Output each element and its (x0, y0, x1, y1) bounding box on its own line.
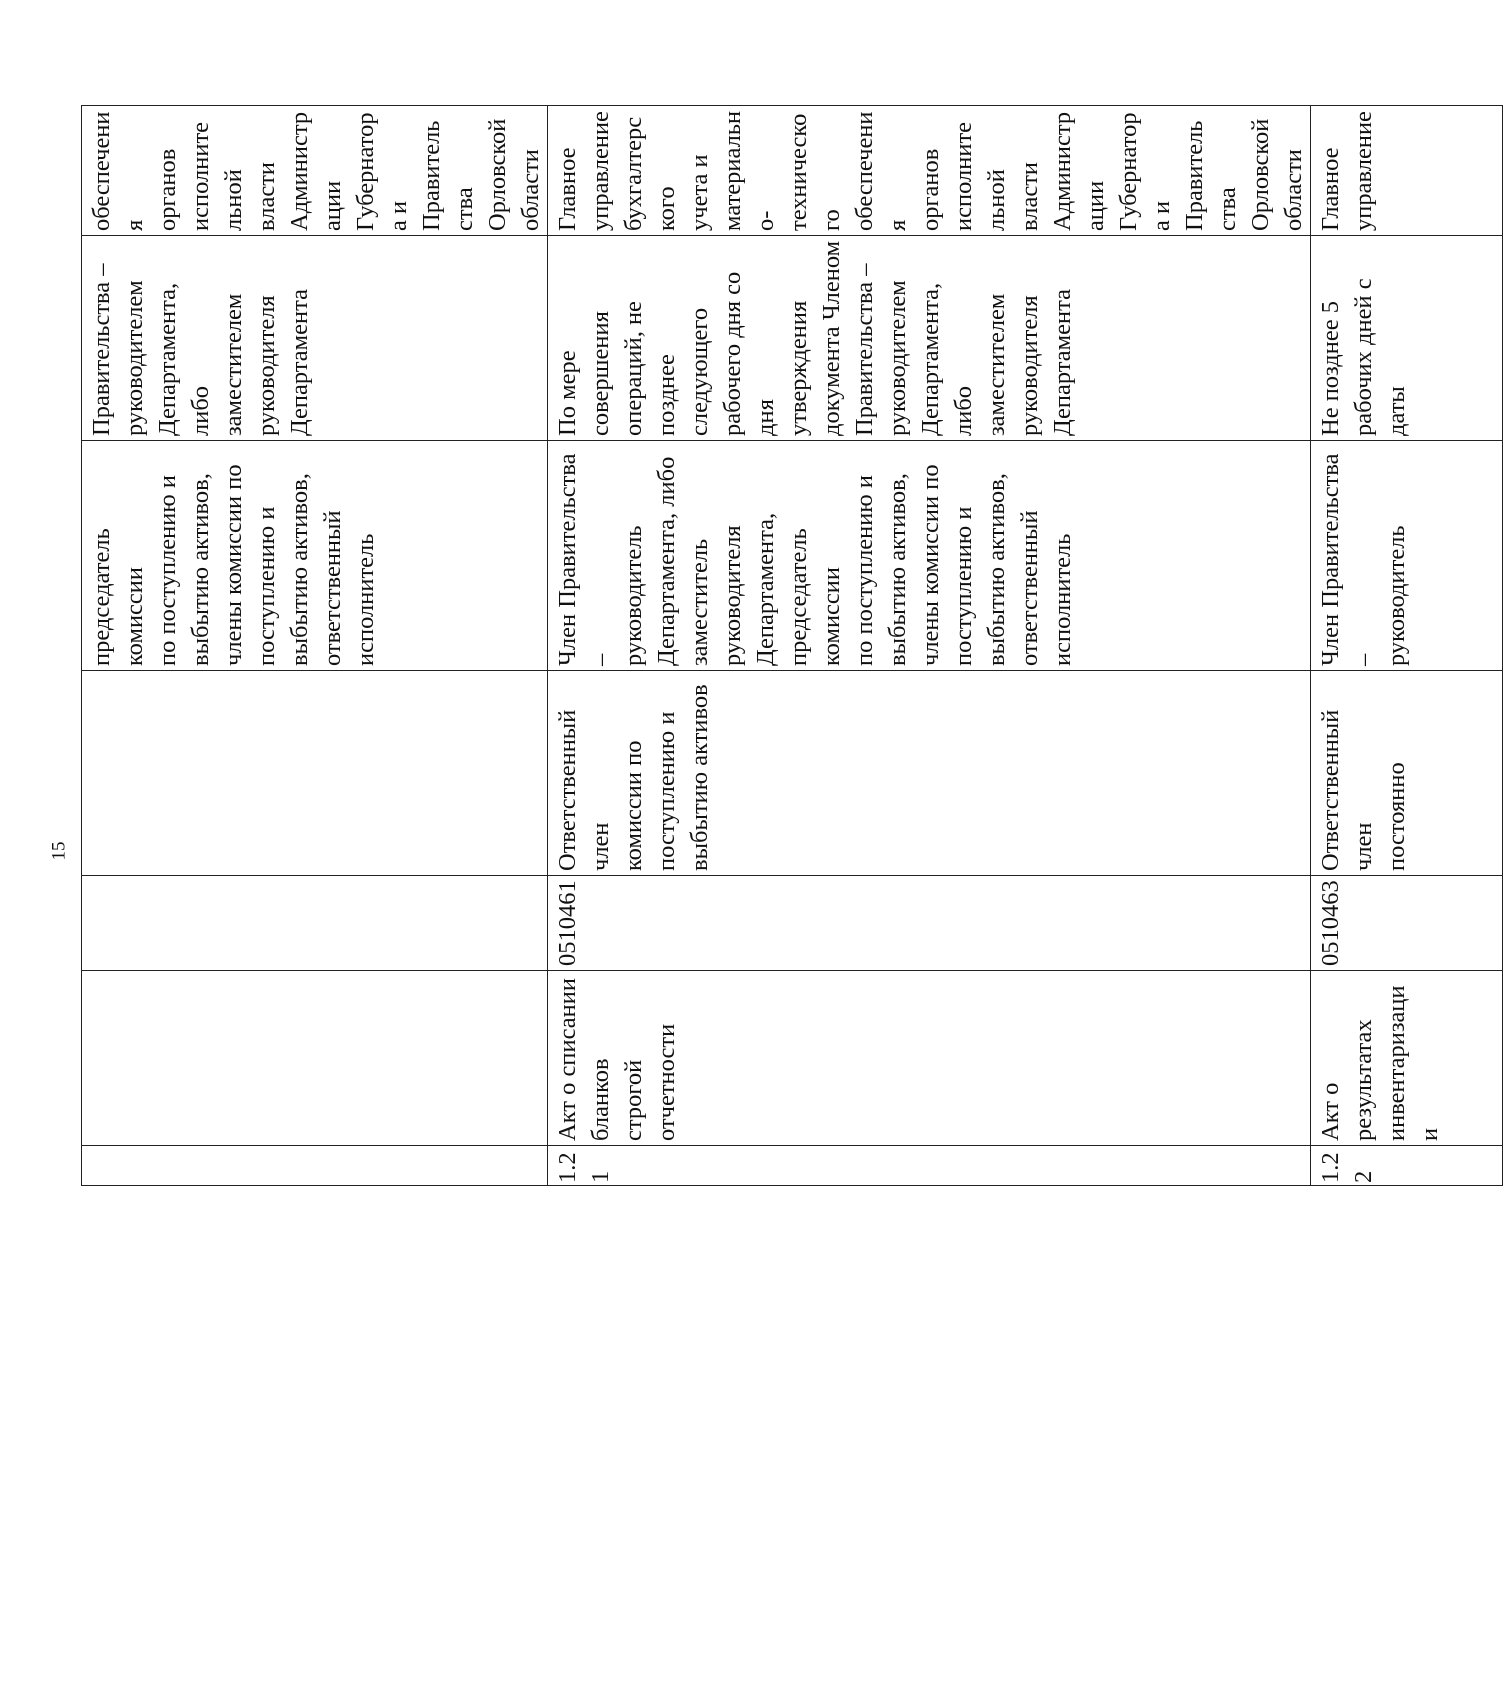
form-code (82, 876, 548, 971)
form-code: 0510463 (1311, 876, 1503, 971)
row-number: 1.22 (1311, 1146, 1503, 1186)
responsible-person: Ответственный член комиссии по поступлению и выбытию активов (548, 671, 1311, 876)
page-number: 15 (48, 841, 70, 861)
table-row (82, 106, 548, 1186)
table-row (548, 106, 1311, 1186)
document-name (82, 971, 548, 1146)
responsible-person (82, 671, 548, 876)
responsible-person: Ответственный член постоянно (1311, 671, 1503, 876)
document-name: Акт о результатах инвентаризации (1311, 971, 1503, 1146)
document-table-container (81, 106, 1443, 1186)
receiving-department: Главное управление бухгалтерского учета и материально- технического обеспечения органов исполнительной власти Администрации Губернатора и Правительства Орловской области (548, 106, 1311, 236)
document-table (81, 105, 1503, 1186)
receiving-department: Главное управление (1311, 106, 1503, 236)
receiving-department: обеспечения органов исполнительной власти Администрации Губернатора и Правительства Орловской области (82, 106, 548, 236)
signatories: Член Правительства – руководитель (1311, 441, 1503, 671)
row-number: 1.21 (548, 1146, 1311, 1186)
form-code: 0510461 (548, 876, 1311, 971)
signatories: Член Правительства – руководитель Департамента, либо заместитель руководителя Департамента, председатель комиссии по поступлению и выбытию активов, члены комиссии по поступлению и выбытию активов, ответственный исполнитель (548, 441, 1311, 671)
document-name: Акт о списании бланков строгой отчетности (548, 971, 1311, 1146)
signatories: председатель комиссии по поступлению и выбытию активов, члены комиссии по поступлению и выбытию активов, ответственный исполнитель (82, 441, 548, 671)
table-row (1311, 106, 1503, 1186)
submission-deadline: Не позднее 5 рабочих дней с даты (1311, 236, 1503, 441)
submission-deadline: Правительства – руководителем Департамента, либо заместителем руководителя Департамента (82, 236, 548, 441)
submission-deadline: По мере совершения операций, не позднее следующего рабочего дня со дня утверждения документа Членом Правительства – руководителем Департамента, либо заместителем руководителя Департамента (548, 236, 1311, 441)
row-number (82, 1146, 548, 1186)
